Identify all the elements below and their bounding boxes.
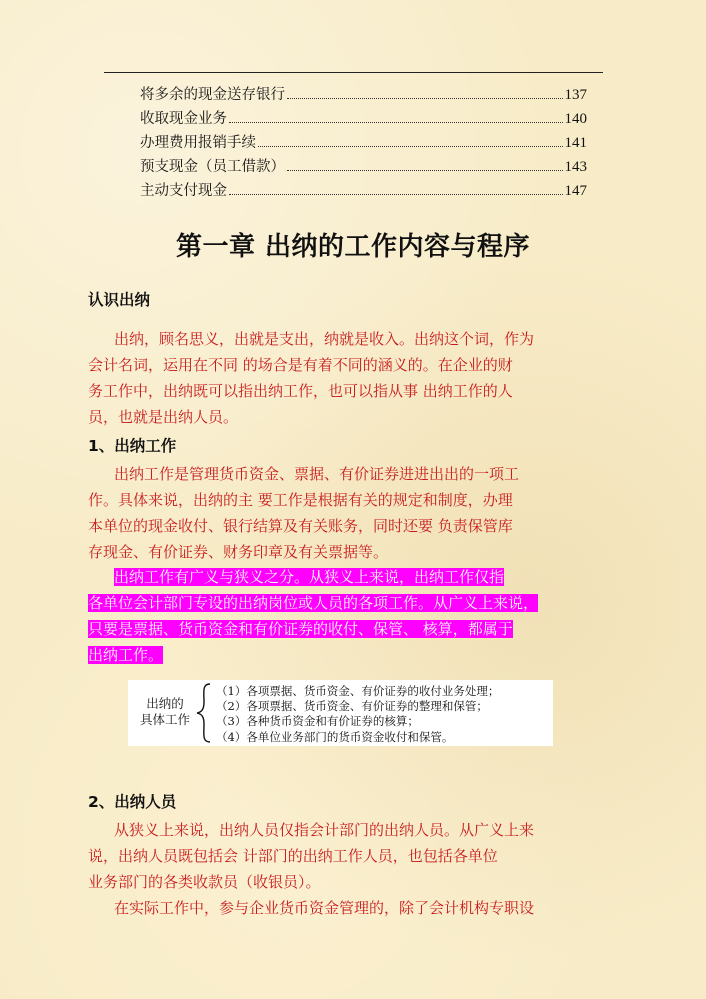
toc-leader-dots	[229, 121, 563, 123]
paragraph-line: 在实际工作中，参与企业货币资金管理的，除了会计机构专职设	[114, 899, 535, 917]
diagram-label	[136, 696, 194, 728]
section1-paragraph	[88, 461, 558, 565]
diagram-item: （4）各单位业务部门的货币资金收付和保管。	[216, 729, 454, 744]
toc-entry[interactable]	[140, 83, 587, 107]
paragraph-line: 出纳，顾名思义，出就是支出，纳就是收入。出纳这个词，作为	[114, 330, 535, 348]
highlight-line-wrap	[88, 590, 558, 616]
toc-leader-dots	[287, 97, 563, 99]
paragraph-line: 员，也就是出纳人员。	[88, 408, 239, 426]
chapter-title: 第一章 出纳的工作内容与程序	[175, 232, 531, 262]
highlight-line-wrap	[88, 642, 558, 668]
paragraph-line: 出纳工作是管理货币资金、票据、有价证券进进出出的一项工	[114, 465, 520, 483]
section-heading-2: 2、出纳人员	[88, 793, 177, 811]
top-rule	[104, 72, 603, 73]
toc-entry[interactable]	[140, 107, 587, 131]
toc-leader-dots	[258, 145, 563, 147]
toc-entry-title: 主动支付现金	[140, 183, 227, 199]
paragraph-line: 会计名词，运用在不同 的场合是有着不同的涵义的。在企业的财	[88, 356, 513, 374]
section-heading-intro: 认识出纳	[88, 291, 151, 309]
highlighted-text: 出纳工作。	[88, 646, 164, 664]
diagram-item: （1）各项票据、货币资金、有价证券的收付业务处理；	[216, 684, 500, 698]
toc-entry-page: 143	[564, 159, 587, 175]
section2-paragraph	[88, 817, 558, 921]
toc-entry-page: 137	[564, 87, 587, 103]
paragraph-line: 存现金、有价证券、财务印章及有关票据等。	[88, 543, 389, 561]
paragraph-line: 务工作中，出纳既可以指出纳工作，也可以指从事 出纳工作的人	[88, 382, 513, 400]
toc-entry[interactable]	[140, 179, 587, 203]
paragraph-line: 说，出纳人员既包括会 计部门的出纳工作人员，也包括各单位	[88, 847, 498, 865]
highlighted-text: 出纳工作有广义与狭义之分。从狭义上来说，出纳工作仅指	[114, 568, 505, 586]
toc-entry-title: 将多余的现金送存银行	[140, 87, 285, 103]
highlighted-text: 只要是票据、货币资金和有价证券的收付、保管、 核算，都属于	[88, 620, 513, 638]
toc-entry-page: 140	[564, 111, 587, 127]
highlight-line-wrap	[88, 616, 558, 642]
diagram-item: （2）各项票据、货币资金、有价证券的整理和保管；	[216, 699, 488, 714]
section-heading-1: 1、出纳工作	[88, 437, 177, 455]
highlight-line-wrap	[88, 564, 558, 590]
duties-diagram	[128, 680, 553, 746]
curly-brace-icon	[194, 682, 214, 744]
toc-entry-page: 147	[564, 183, 587, 199]
toc-leader-dots	[229, 193, 563, 195]
highlighted-text: 各单位会计部门专设的出纳岗位或人员的各项工作。从广义上来说，	[88, 594, 539, 612]
diagram-label-line: 出纳的	[146, 696, 184, 711]
highlighted-paragraph	[88, 564, 558, 668]
diagram-item: （3）各种货币资金和有价证券的核算；	[216, 714, 419, 729]
diagram-label-line: 具体工作	[139, 712, 190, 727]
intro-paragraph	[88, 326, 558, 430]
diagram-items	[216, 684, 499, 745]
toc-entry-title: 办理费用报销手续	[140, 135, 256, 151]
toc-entry-title: 收取现金业务	[140, 111, 227, 127]
paragraph-line: 业务部门的各类收款员（收银员）。	[88, 873, 321, 891]
paragraph-line: 从狭义上来说，出纳人员仅指会计部门的出纳人员。从广义上来	[114, 821, 535, 839]
paragraph-line: 本单位的现金收付、银行结算及有关账务，同时还要 负责保管库	[88, 517, 513, 535]
toc-leader-dots	[287, 169, 563, 171]
toc-entry[interactable]	[140, 155, 587, 179]
toc-entry-title: 预支现金（员工借款）	[140, 159, 285, 175]
paragraph-line: 作。具体来说，出纳的主 要工作是根据有关的规定和制度，办理	[88, 491, 513, 509]
toc-entry[interactable]	[140, 131, 587, 155]
toc-entry-page: 141	[564, 135, 587, 151]
table-of-contents	[140, 83, 587, 203]
